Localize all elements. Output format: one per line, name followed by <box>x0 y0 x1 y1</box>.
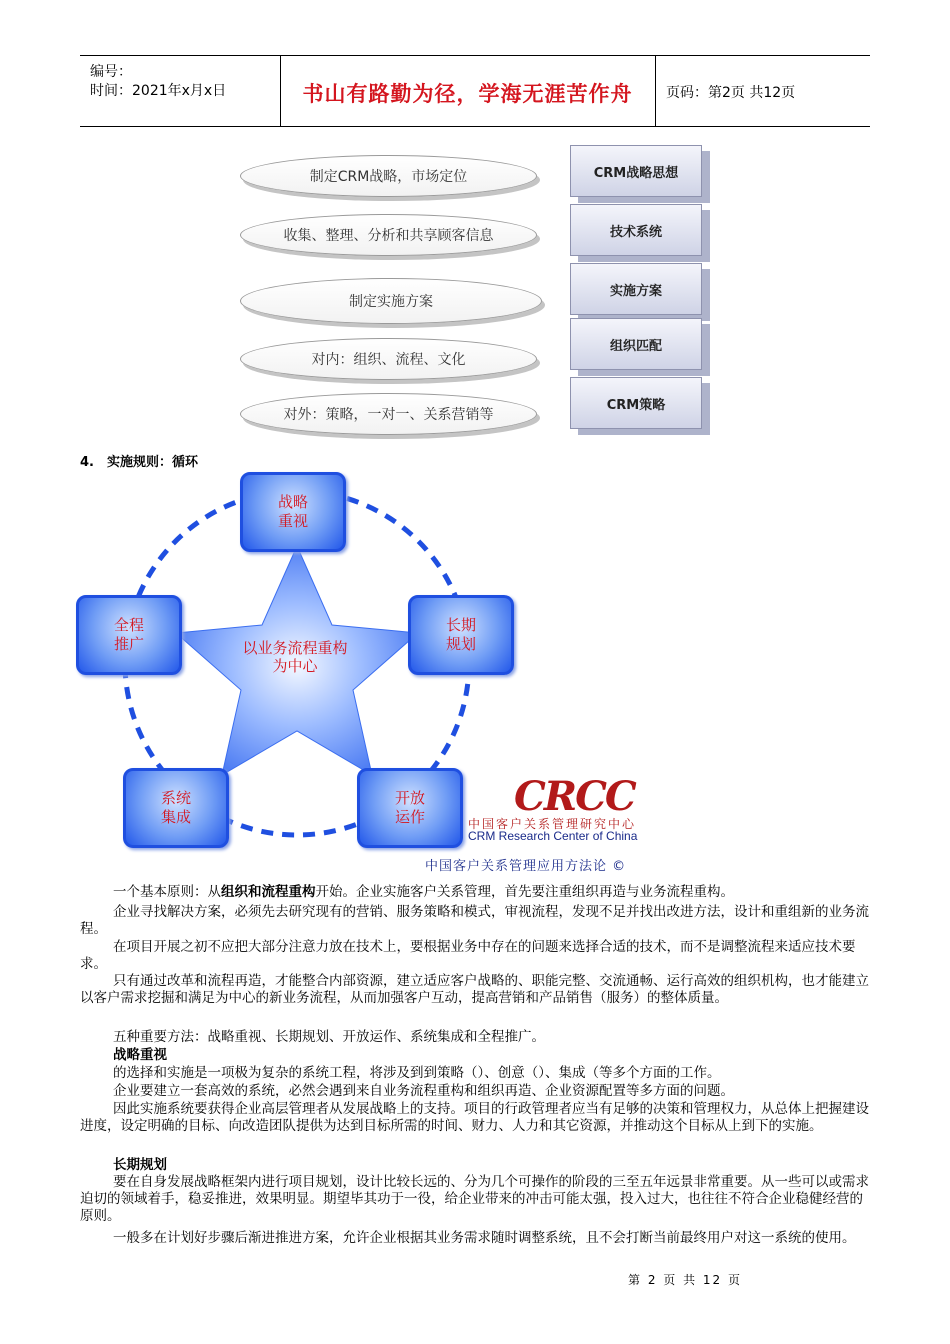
cycle-center-label: 以业务流程重构为中心 <box>242 639 348 675</box>
paragraph: 要在自身发展战略框架内进行项目规划，设计比较长远的、分为几个可操作的阶段的三至五年远景非常重要。从一些可以或需求迫切的领域着手，稳妥推进，效果明显。期望毕其功于一役，给企业带来的冲击可能太强，投入过大，也往往不符合企业稳健经营的原则。 <box>80 1174 869 1224</box>
cycle-node-long-term <box>408 595 514 675</box>
cycle-node-label: 全程推广 <box>113 616 144 653</box>
paragraph: 一般多在计划好步骤后渐进推进方案，允许企业根据其业务需求随时调整系统，且不会打断当前最终用户对这一系统的使用。 <box>113 1230 856 1246</box>
cycle-node-label: 开放运作 <box>394 789 425 826</box>
cycle-node-open <box>357 768 463 848</box>
paragraph: 五种重要方法：战略重视、长期规划、开放运作、系统集成和全程推广。 <box>113 1029 545 1045</box>
figure-caption: 中国客户关系管理应用方法论 © <box>425 859 627 874</box>
paragraph: 在项目开展之初不应把大部分注意力放在技术上，要根据业务中存在的问题来选择合适的技术，而不是调整流程来适应技术要求。 <box>80 939 856 972</box>
ellipse-item: 收集、整理、分析和共享顾客信息 <box>240 214 537 256</box>
paragraph <box>80 884 870 901</box>
paragraph-emphasis: 组织和流程重构 <box>221 884 316 900</box>
page-footer: 第 2 页 共 12 页 <box>628 1273 742 1287</box>
paragraph: 的选择和实施是一项极为复杂的系统工程，将涉及到到策略（）、创意（）、集成（等多个方面的工作。 <box>113 1065 721 1081</box>
cycle-node-strategy <box>240 472 346 552</box>
paragraph: 因此实施系统要获得企业高层管理者从发展战略上的支持。项目的行政管理者应当有足够的决策和管理权力，从总体上把握建设进度，设定明确的目标、向改造团队提供为达到目标所需的时间、财力、人力和其它资源，并推动这个目标从上到下的实施。 <box>80 1101 869 1134</box>
paragraph-text: 开始。企业实施客户关系管理，首先要注重组织再造与业务流程重构。 <box>315 884 734 900</box>
framework-box: 技术系统 <box>570 204 702 256</box>
framework-box: 实施方案 <box>570 263 702 315</box>
paragraph: 只有通过改革和流程再造，才能整合内部资源，建立适应客户战略的、职能完整、交流通畅、运行高效的组织机构，也才能建立以客户需求挖掘和满足为中心的新业务流程，从而加强客户互动，提高营销和产品销售（服务）的整体质量。 <box>80 973 869 1006</box>
crcc-english-name: CRM Research Center of China <box>468 829 638 843</box>
framework-box: 组织匹配 <box>570 318 702 370</box>
header-page-label: 页码：第2页 共12页 <box>666 85 796 101</box>
section-heading: 4. 实施规则：循环 <box>80 455 198 470</box>
cycle-node-promotion <box>76 595 182 675</box>
cycle-node-label: 长期规划 <box>445 616 476 653</box>
ellipse-item: 对外：策略，一对一、关系营销等 <box>240 393 537 435</box>
subheading: 战略重视 <box>113 1047 167 1063</box>
cycle-node-label: 战略重视 <box>277 493 308 530</box>
crcc-chinese-name: 中国客户关系管理研究中心 <box>468 817 637 831</box>
paragraph: 企业寻找解决方案，必须先去研究现有的营销、服务策略和模式，审视流程，发现不足并找出改进方法，设计和重组新的业务流程。 <box>80 904 869 937</box>
paragraph-text: 一个基本原则：从 <box>113 884 221 900</box>
document-number-label: 编号： <box>90 64 132 80</box>
crcc-logo: CRCC <box>514 773 635 820</box>
ellipse-item: 对内：组织、流程、文化 <box>240 338 537 380</box>
subheading: 长期规划 <box>113 1157 167 1173</box>
ellipse-item: 制定实施方案 <box>240 278 542 324</box>
ellipse-item: 制定CRM战略，市场定位 <box>240 155 537 197</box>
cycle-node-label: 系统集成 <box>160 789 191 826</box>
header-motto: 书山有路勤为径，学海无涯苦作舟 <box>302 82 633 106</box>
cycle-node-integration <box>123 768 229 848</box>
framework-box: CRM策略 <box>570 377 702 429</box>
framework-box: CRM战略思想 <box>570 145 702 197</box>
document-time-label: 时间：2021年x月x日 <box>90 83 227 99</box>
paragraph: 企业要建立一套高效的系统，必然会遇到来自业务流程重构和组织再造、企业资源配置等多方面的问题。 <box>113 1083 734 1099</box>
